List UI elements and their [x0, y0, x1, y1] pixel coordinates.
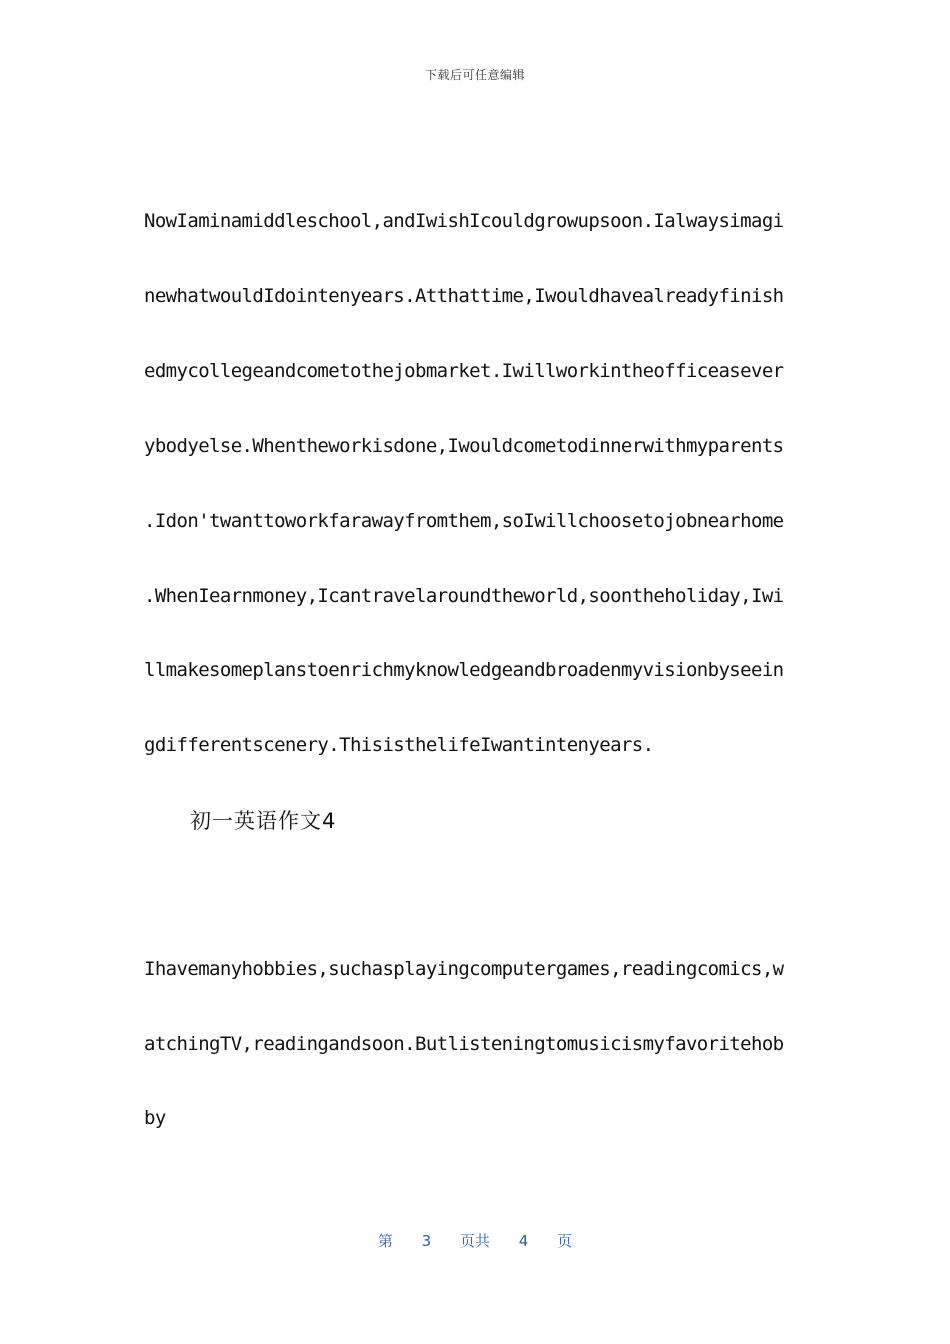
header-note: 下载后可任意编辑 [424, 68, 525, 82]
paragraph-line: by [144, 1107, 166, 1129]
paragraph-line: gdifferentscenery.ThisisthelifeIwantintenyears. [144, 734, 654, 756]
paragraph-line: .WhenIearnmoney,Icantravelaroundtheworld,soontheholiday,Iwi [144, 585, 784, 607]
section-heading: 初一英语作文4 [190, 809, 337, 833]
page-footer [0, 1230, 950, 1251]
paragraph-line: NowIaminamiddleschool,andIwishIcouldgrowupsoon.Ialwaysimagi [144, 210, 784, 232]
paragraph-line: edmycollegeandcometothejobmarket.Iwillworkintheofficeasever [144, 360, 784, 382]
paragraph-line: Ihavemanyhobbies,suchasplayingcomputergames,readingcomics,w [144, 958, 784, 980]
paragraph-line: ybodyelse.Whentheworkisdone,Iwouldcometodinnerwithmyparents [144, 435, 784, 457]
footer-label-di: 第 [377, 1232, 393, 1250]
footer-total-pages: 4 [518, 1232, 529, 1250]
footer-current-page: 3 [421, 1232, 432, 1250]
footer-label-ye-gong: 页共 [459, 1232, 490, 1250]
paragraph-line: atchingTV,readingandsoon.Butlisteningtomusicismyfavoritehob [144, 1033, 784, 1055]
paragraph-line: .Idon'twanttoworkfarawayfromthem,soIwillchoosetojobnearhome [144, 510, 784, 532]
footer-label-ye: 页 [557, 1232, 573, 1250]
paragraph-line: newhatwouldIdointenyears.Atthattime,Iwouldhavealreadyfinish [144, 285, 784, 307]
paragraph-line: llmakesomeplanstoenrichmyknowledgeandbroadenmyvisionbyseein [144, 659, 784, 681]
